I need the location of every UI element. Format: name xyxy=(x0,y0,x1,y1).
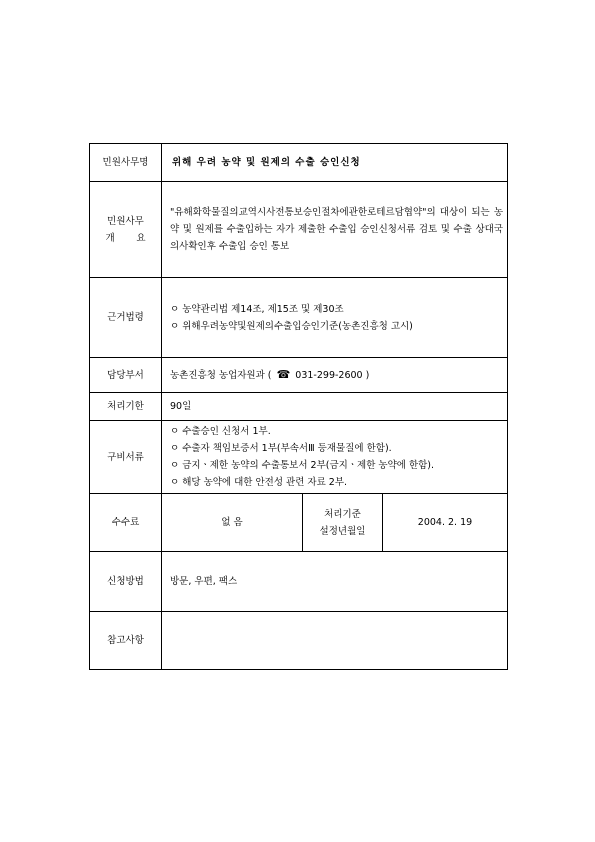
document-item: ㅇ 수출승인 신청서 1부. xyxy=(170,426,271,437)
civil-service-form-table xyxy=(89,143,508,670)
summary-label-line2 xyxy=(106,230,146,247)
department-phone: 031-299-2600 ) xyxy=(295,370,370,381)
summary-row xyxy=(90,182,508,278)
method-row xyxy=(90,552,508,612)
service-name-row xyxy=(90,144,508,182)
service-name-label: 민원사무명 xyxy=(90,144,162,182)
summary-label xyxy=(90,182,162,278)
department-label: 담당부서 xyxy=(90,358,162,393)
legal-basis-item: ㅇ 위해우려농약및원제의수출입승인기준(농촌진흥청 고시) xyxy=(170,320,413,332)
summary-text: "유해화학물질의교역시사전통보승인절차에관한로테르담협약"의 대상이 되는 농약 및 원제를 수출입하는 자가 제출한 수출입 승인신청서류 검토 및 수출 상대국 의사확인후 수출입 승인 통보 xyxy=(162,182,508,278)
department-value xyxy=(162,358,508,393)
fee-value: 없 음 xyxy=(162,494,303,552)
document-item: ㅇ 수출자 책임보증서 1부(부속서Ⅲ 등재물질에 한함). xyxy=(170,443,392,454)
summary-label-char2: 요 xyxy=(136,232,146,244)
method-label: 신청방법 xyxy=(90,552,162,612)
documents-list xyxy=(162,421,508,494)
standard-date-label-line1: 처리기준 xyxy=(324,508,361,520)
service-name-title: 위해 우려 농약 및 원제의 수출 승인신청 xyxy=(162,144,508,182)
department-row xyxy=(90,358,508,393)
period-row xyxy=(90,393,508,421)
phone-icon: ☎ xyxy=(276,368,291,381)
department-name: 농촌진흥청 농업자원과 ( xyxy=(170,370,272,381)
legal-basis-item: ㅇ 농약관리법 제14조, 제15조 및 제30조 xyxy=(170,303,344,315)
notes-label: 참고사항 xyxy=(90,612,162,670)
documents-row xyxy=(90,421,508,494)
fee-row xyxy=(90,494,508,552)
period-value: 90일 xyxy=(162,393,508,421)
standard-date-label-line2: 설정년월일 xyxy=(319,525,366,537)
legal-basis-row xyxy=(90,278,508,358)
standard-date-value: 2004. 2. 19 xyxy=(383,494,508,552)
summary-label-char1: 개 xyxy=(105,232,115,244)
method-value: 방문, 우편, 팩스 xyxy=(162,552,508,612)
notes-value xyxy=(162,612,508,670)
fee-label: 수수료 xyxy=(90,494,162,552)
legal-basis-label: 근거법령 xyxy=(90,278,162,358)
documents-label: 구비서류 xyxy=(90,421,162,494)
document-item: ㅇ 해당 농약에 대한 안전성 관련 자료 2부. xyxy=(170,477,348,488)
standard-date-label xyxy=(303,494,383,552)
notes-row xyxy=(90,612,508,670)
document-item: ㅇ 금지ㆍ제한 농약의 수출통보서 2부(금지ㆍ제한 농약에 한함). xyxy=(170,460,435,471)
legal-basis-list xyxy=(162,278,508,358)
period-label: 처리기한 xyxy=(90,393,162,421)
summary-label-line1: 민원사무 xyxy=(107,215,144,227)
